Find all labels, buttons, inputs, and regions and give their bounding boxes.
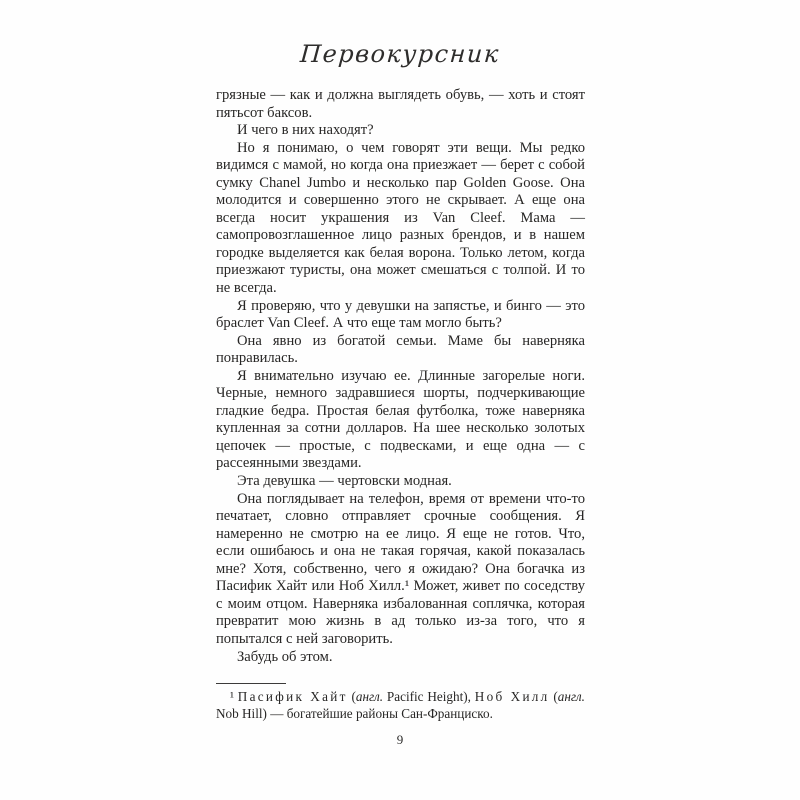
paragraph: Но я понимаю, о чем говорят эти вещи. Мы редко видимся с мамой, но когда она приезжает — берет с собой сумку Chanel Jumbo и несколько пар Golden Goose. Она молодится и совершенно этого не скрывает. А еще она всегда носит украшения из Van Cleef. Мама — самопровозглашенное лицо разных брендов, и в нашем городке выделяется как белая ворона. Только летом, когда приезжают туристы, она может смешаться с толпой. И то не всегда. xyxy=(216,139,585,297)
footnote xyxy=(216,683,585,723)
paragraph: Забудь об этом. xyxy=(237,648,333,665)
footnote-segment: Ноб Хилл xyxy=(474,689,550,704)
footnote-segment: ¹ xyxy=(230,689,238,704)
footnote-segment: англ. xyxy=(355,689,384,704)
page-title: Первокурсник xyxy=(299,40,501,68)
footnote-segment: ( xyxy=(549,689,558,704)
paragraph: Она явно из богатой семьи. Маме бы наверняка понравилась. xyxy=(216,332,585,367)
footnote-segment: Пасифик Хайт xyxy=(237,689,348,704)
footnote-segment: Pacific Height), xyxy=(383,689,475,704)
paragraph: Эта девушка — чертовски модная. xyxy=(237,473,452,490)
footnote-text xyxy=(216,689,585,723)
paragraph: Она поглядывает на телефон, время от времени что-то печатает, словно отправляет срочные сообщения. Я намеренно не смотрю на ее лицо. Я еще не готов. Что, если ошибаюсь и она не такая горячая, какой показалась мне? Хотя, собственно, чего я ожидаю? Она богачка из Пасифик Хайт или Ноб Хилл.¹ Может, живет по соседству с моим отцом. Наверняка избалованная соплячка, которая превратит мою жизнь в ад только из-за того, что я попытался с ней заговорить. xyxy=(216,490,585,647)
body-text xyxy=(216,87,585,666)
footnote-segment: англ. xyxy=(557,689,585,704)
paragraph: Я внимательно изучаю ее. Длинные загорелые ноги. Черные, немного задравшиеся шорты, подчеркивающие гладкие бедра. Простая белая футболка, тоже наверняка купленная за сотни долларов. На шее несколько золотых цепочек — простые, с подвесками, и еще одна — с рассеянными звездами. xyxy=(216,367,585,472)
page-number: 9 xyxy=(396,732,404,747)
paragraph: грязные — как и должна выглядеть обувь, — хоть и стоят пятьсот баксов. xyxy=(216,87,585,121)
footnote-segment: ( xyxy=(347,689,356,704)
footnote-divider xyxy=(216,683,286,684)
paragraph: Я проверяю, что у девушки на запястье, и бинго — это браслет Van Cleef. А что еще там могло быть? xyxy=(216,297,585,332)
footnote-segment: Nob Hill) — богатейшие районы Сан-Франциско. xyxy=(216,705,493,721)
paragraph: И чего в них находят? xyxy=(237,122,374,139)
